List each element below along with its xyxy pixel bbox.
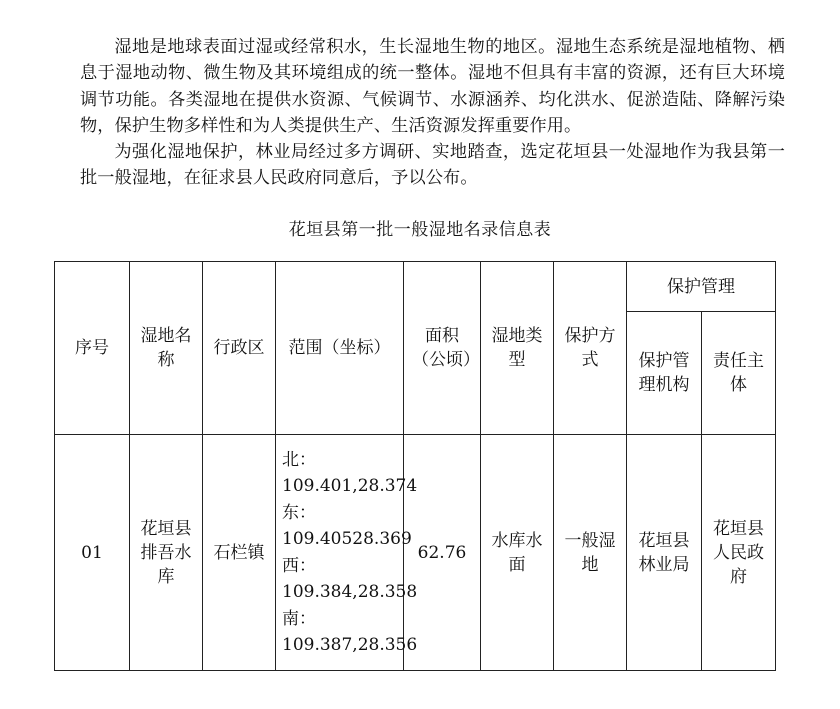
coord-north-value: 109.401,28.374 <box>282 476 418 496</box>
cell-name: 花垣县排吾水库 <box>130 435 203 671</box>
coord-east-label: 东： <box>282 502 316 523</box>
intro-paragraph-2: 为强化湿地保护，林业局经过多方调研、实地踏查，选定花垣县一处湿地作为我县第一批一般湿地，在征求县人民政府同意后，予以公布。 <box>80 142 785 189</box>
cell-index: 01 <box>55 435 130 671</box>
cell-district: 石栏镇 <box>203 435 276 671</box>
cell-coords <box>276 435 418 671</box>
coord-south-label: 南： <box>282 608 316 629</box>
header-index: 序号 <box>55 262 130 435</box>
cell-responsible: 花垣县人民政府 <box>702 435 776 671</box>
header-area: 面积（公顷） <box>404 262 481 435</box>
table-caption: 花垣县第一批一般湿地名录信息表 <box>288 220 552 240</box>
header-name: 湿地名称 <box>130 262 203 435</box>
intro-paragraph-1: 湿地是地球表面过湿或经常积水，生长湿地生物的地区。湿地生态系统是湿地植物、栖息于湿地动物、微生物及其环境组成的统一整体。湿地不但具有丰富的资源，还有巨大环境调节功能。各类湿地在提供水资源、气候调节、水源涵养、均化洪水、促淤造陆、降解污染物，保护生物多样性和为人类提供生产、生活资源发挥重要作用。 <box>80 37 785 136</box>
table-row <box>55 435 776 671</box>
header-range: 范围（坐标） <box>276 262 404 435</box>
coord-south-value: 109.387,28.356 <box>282 635 418 655</box>
header-agency: 保护管理机构 <box>627 312 702 435</box>
coord-west-label: 西： <box>282 555 316 576</box>
header-type: 湿地类型 <box>481 262 554 435</box>
wetland-table <box>54 261 776 671</box>
header-district: 行政区 <box>203 262 276 435</box>
coord-west-value: 109.384,28.358 <box>282 582 418 602</box>
cell-agency: 花垣县林业局 <box>627 435 702 671</box>
header-method: 保护方式 <box>554 262 627 435</box>
coord-north-label: 北： <box>282 449 316 470</box>
cell-type: 水库水面 <box>481 435 554 671</box>
cell-area: 62.76 <box>404 435 481 671</box>
coord-east-value: 109.40528.369 <box>282 529 412 549</box>
header-management: 保护管理 <box>627 262 776 312</box>
header-responsible: 责任主体 <box>702 312 776 435</box>
cell-method: 一般湿地 <box>554 435 627 671</box>
